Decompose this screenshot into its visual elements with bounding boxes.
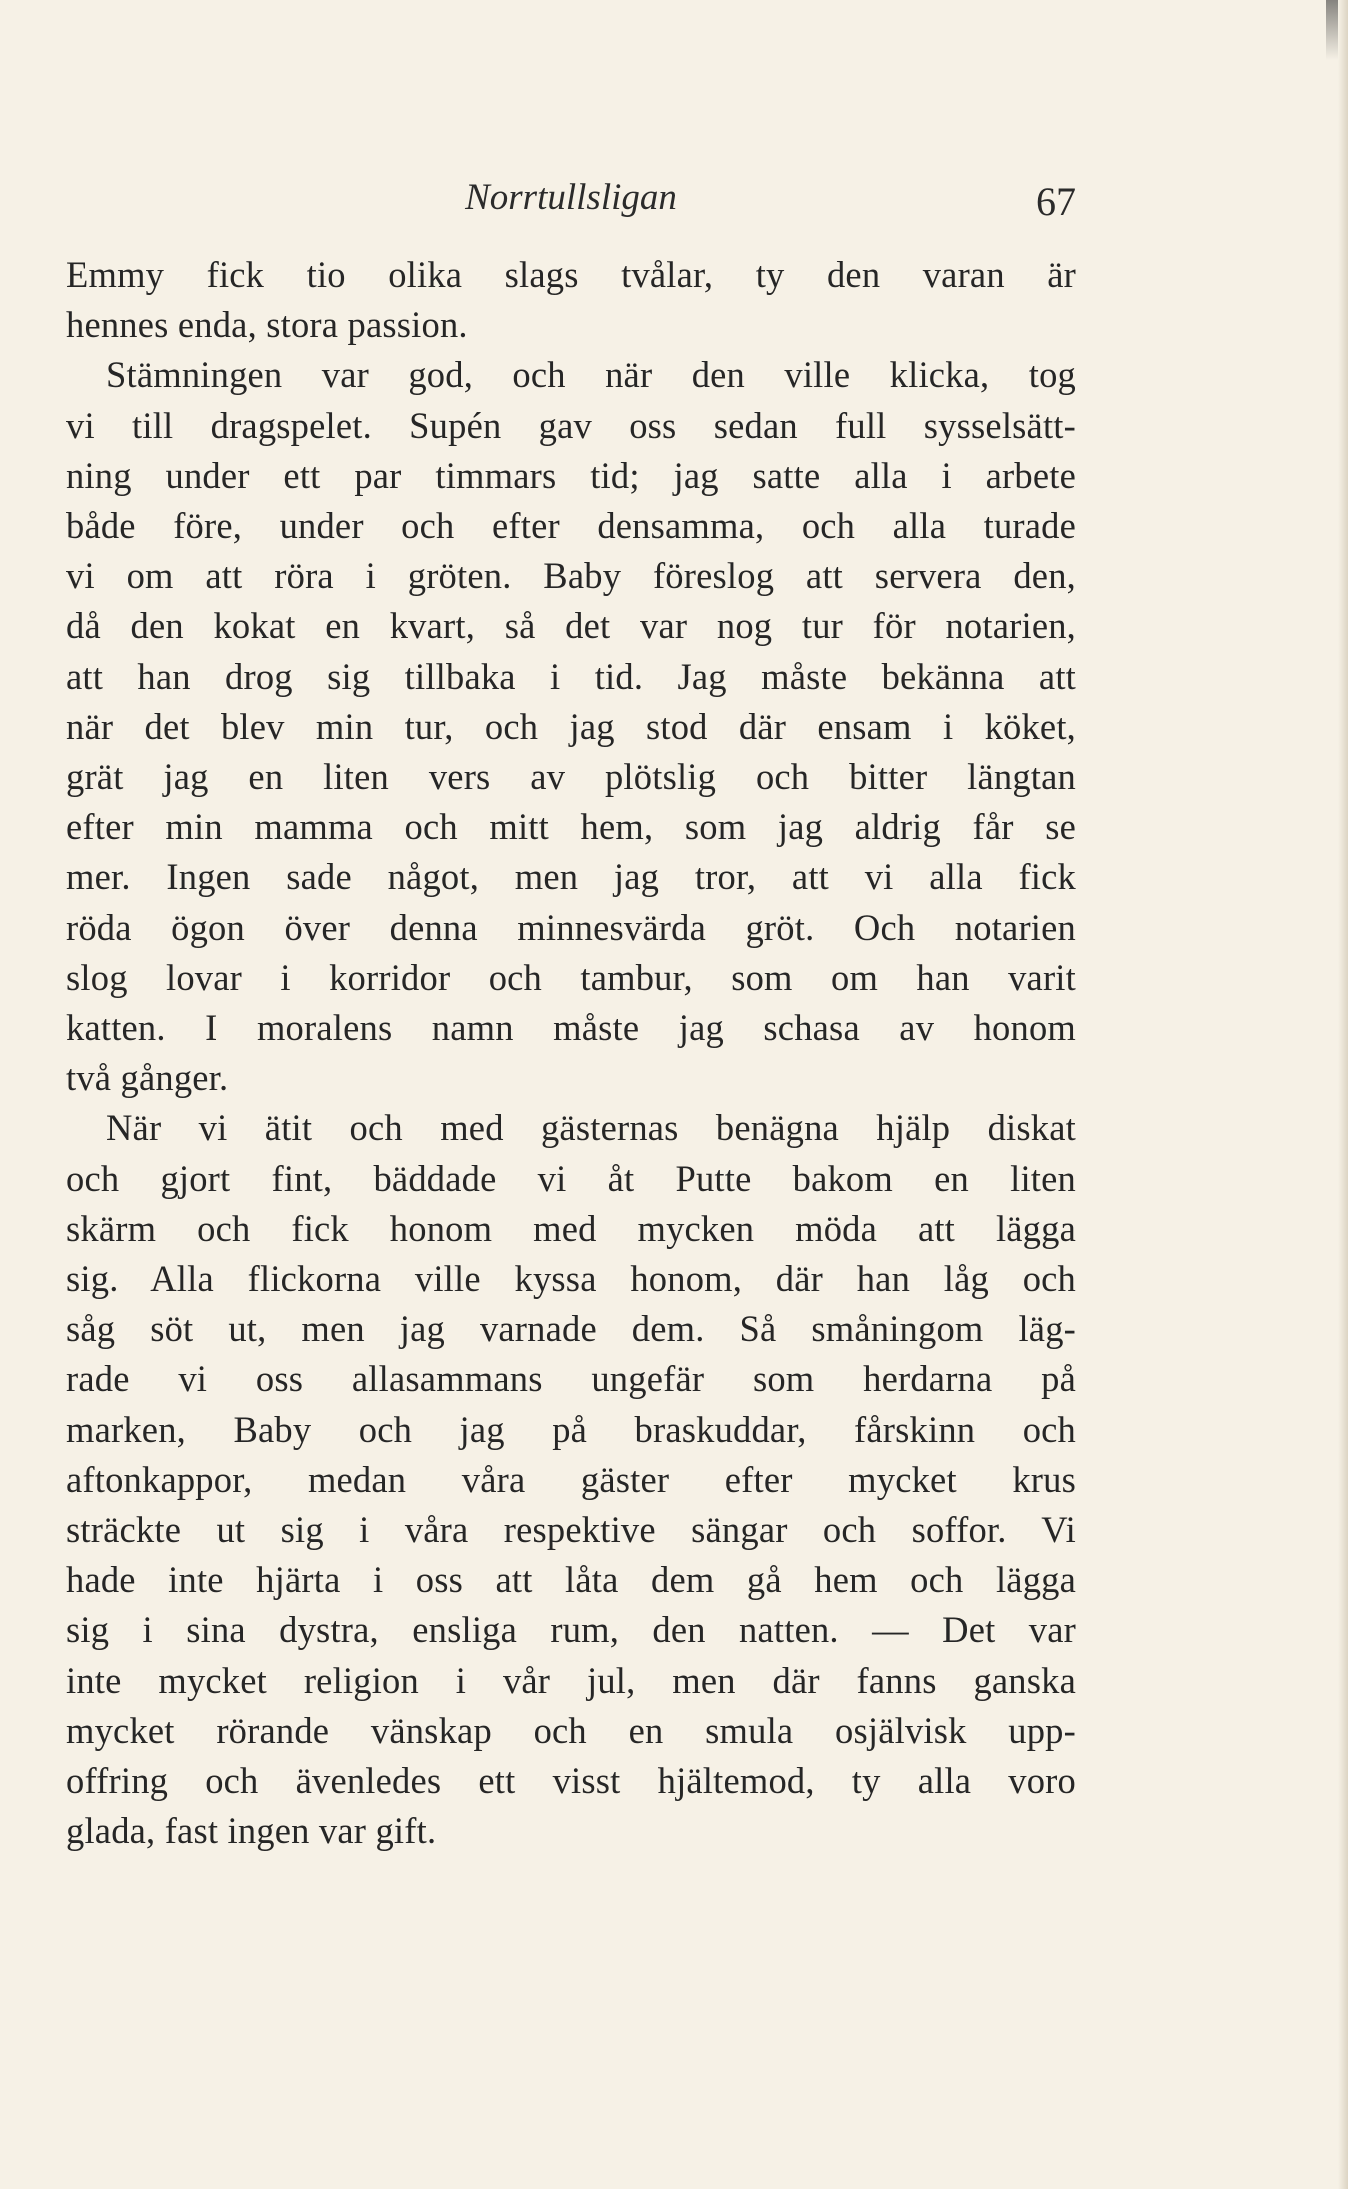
text-line: att han drog sig tillbaka i tid. Jag måste bekänna att	[66, 655, 1076, 697]
text-line: mer. Ingen sade något, men jag tror, att vi alla fick	[66, 856, 1076, 898]
text-line: då den kokat en kvart, så det var nog tur för notarien,	[66, 605, 1076, 647]
text-line: katten. I moralens namn måste jag schasa av honom	[66, 1007, 1076, 1049]
text-line: hennes enda, stora passion.	[66, 304, 468, 346]
text-line: både före, under och efter densamma, och alla turade	[66, 505, 1076, 547]
text-line: ning under ett par timmars tid; jag satte alla i arbete	[66, 454, 1076, 496]
text-line: rade vi oss allasammans ungefär som herdarna på	[66, 1358, 1076, 1400]
text-line: efter min mamma och mitt hem, som jag aldrig får se	[66, 806, 1076, 848]
page-edge	[1338, 0, 1348, 2189]
text-line: sig. Alla flickorna ville kyssa honom, där han låg och	[66, 1258, 1076, 1300]
text-line: Emmy fick tio olika slags tvålar, ty den varan är	[66, 254, 1076, 295]
body-text	[66, 250, 1076, 1857]
text-line: När vi ätit och med gästernas benägna hjälp diskat	[106, 1107, 1076, 1149]
text-line: mycket rörande vänskap och en smula osjälvisk upp-	[66, 1709, 1076, 1751]
text-line: slog lovar i korridor och tambur, som om han varit	[66, 956, 1076, 998]
text-line: och gjort fint, bäddade vi åt Putte bakom en liten	[66, 1157, 1076, 1199]
text-line: inte mycket religion i vår jul, men där fanns ganska	[66, 1659, 1076, 1701]
page-number: 67	[1036, 179, 1076, 224]
text-line: röda ögon över denna minnesvärda gröt. Och notarien	[66, 906, 1076, 948]
text-line: sträckte ut sig i våra respektive sängar och soffor. Vi	[66, 1509, 1076, 1551]
text-line: offring och ävenledes ett visst hjältemod, ty alla voro	[66, 1760, 1076, 1802]
text-line: vi till dragspelet. Supén gav oss sedan full sysselsätt-	[66, 404, 1076, 446]
text-line: glada, fast ingen var gift.	[66, 1810, 437, 1852]
running-title: Norrtullsligan	[465, 177, 677, 218]
page-header	[66, 176, 1076, 236]
paragraph-2	[66, 350, 1076, 1103]
text-line: Stämningen var god, och när den ville klicka, tog	[106, 354, 1076, 396]
text-line: två gånger.	[66, 1057, 229, 1099]
text-line: grät jag en liten vers av plötslig och bitter längtan	[66, 756, 1076, 798]
text-line: aftonkappor, medan våra gäster efter mycket krus	[66, 1458, 1076, 1500]
text-line: vi om att röra i gröten. Baby föreslog att servera den,	[66, 555, 1076, 597]
text-line: skärm och fick honom med mycken möda att lägga	[66, 1207, 1076, 1249]
text-line: hade inte hjärta i oss att låta dem gå hem och lägga	[66, 1559, 1076, 1601]
paragraph-1	[66, 250, 1076, 350]
text-line: marken, Baby och jag på braskuddar, fårskinn och	[66, 1408, 1076, 1450]
paragraph-3	[66, 1103, 1076, 1856]
text-line: såg söt ut, men jag varnade dem. Så småningom läg-	[66, 1308, 1076, 1350]
text-line: sig i sina dystra, ensliga rum, den natten. — Det var	[66, 1609, 1076, 1651]
text-line: när det blev min tur, och jag stod där ensam i köket,	[66, 705, 1076, 747]
